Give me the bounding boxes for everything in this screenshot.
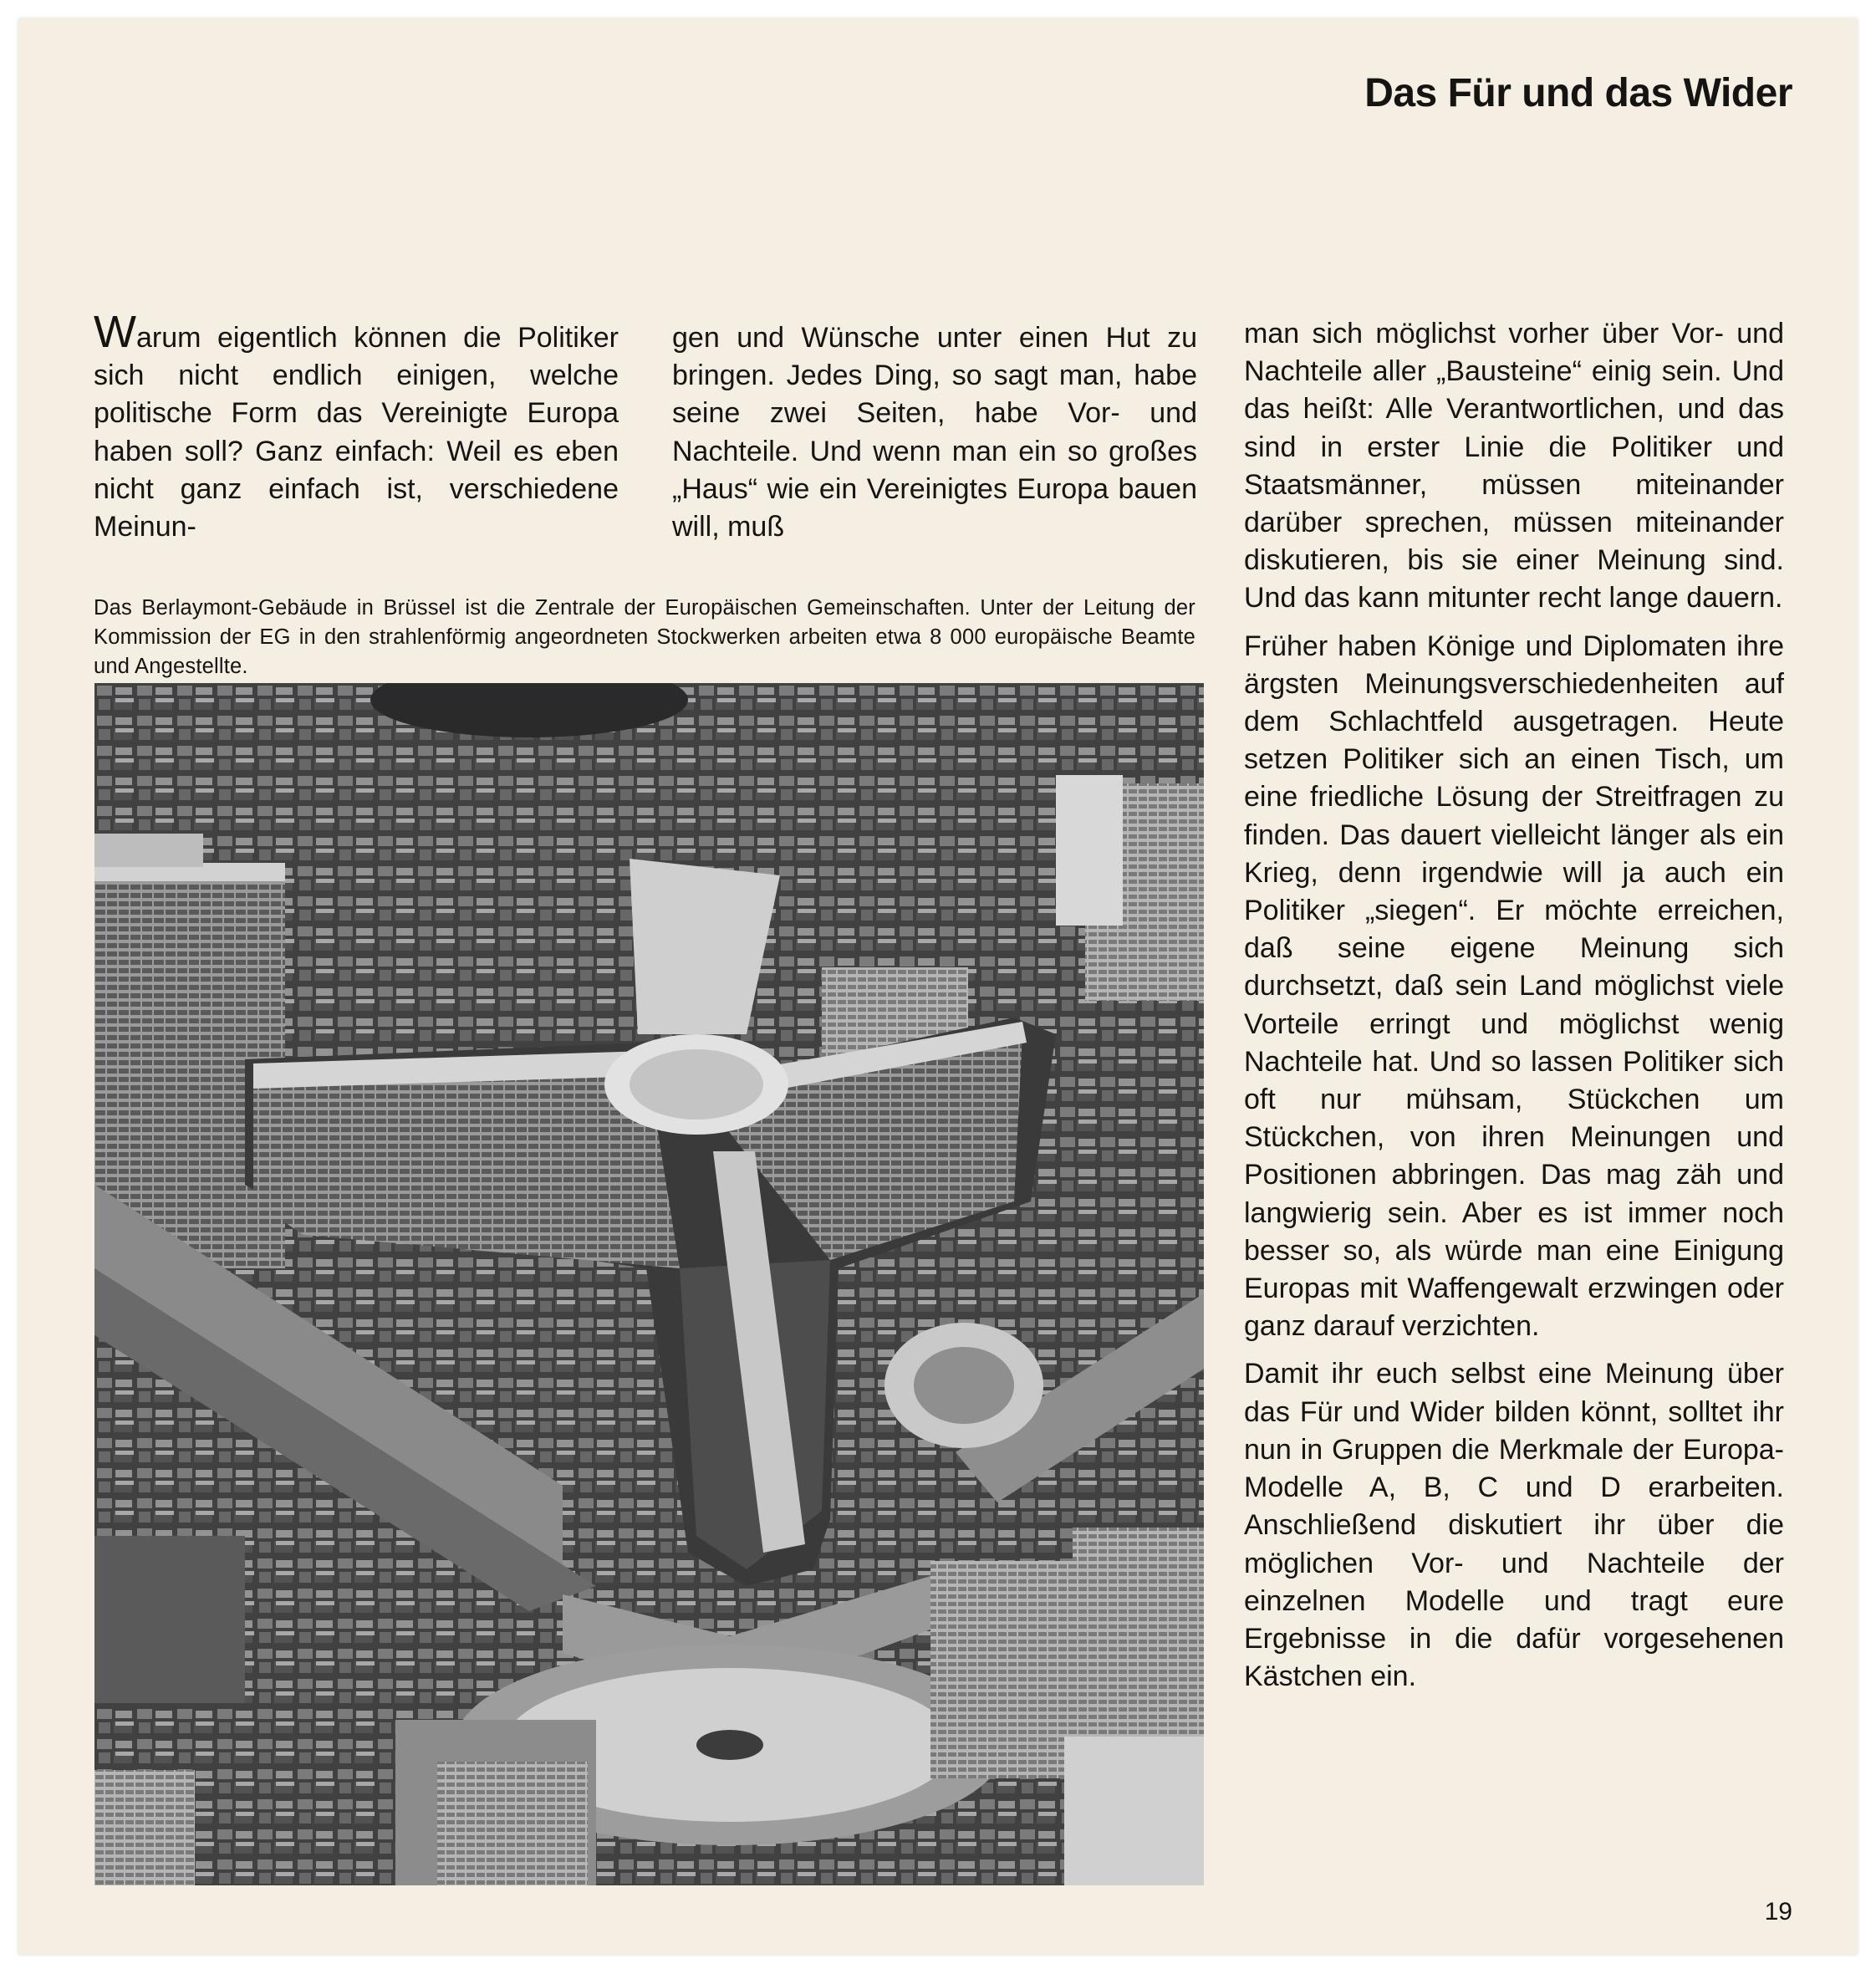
paragraph-1: man sich möglichst vorher über Vor- und Nachteile aller „Bausteine“ einig sein. Und das heißt: Alle Verantwortlichen, und das sind in erster Linie die Politiker und Staatsmänner, müssen miteinander darüber sprechen, müssen miteinander diskutieren, bis sie einer Meinung sind. Und das kann mitunter recht lange dauern. bbox=[1244, 318, 1784, 615]
paragraph-3: Damit ihr euch selbst eine Meinung über das Für und Wider bilden könnt, solltet ihr nun in Gruppen die Merkmale der Europa-Modelle A, B, C und D erarbeiten. Anschließend diskutiert ihr über die möglichen Vor- und Nachteile der einzelnen Modelle und tragt eure Ergebnisse in die dafür vorgesehenen Kästchen ein. bbox=[1244, 1358, 1784, 1693]
intro-paragraph bbox=[94, 307, 619, 546]
drop-cap: W bbox=[94, 307, 136, 357]
page-number: 19 bbox=[1764, 1898, 1792, 1926]
intro-text: arum eigentlich können die Politiker sich nicht endlich einigen, welche politische Form das Vereinigte Europa haben soll? Ganz einfach: Weil es eben nicht ganz einfach ist, verschiedene Meinun- bbox=[94, 322, 619, 543]
photo-caption: Das Berlaymont-Gebäude in Brüssel ist die Zentrale der Europäischen Gemeinschaften. Unter der Leitung der Kommission der EG in den strahlenförmig angeordneten Stockwerken arbeiten etwa 8 000 europäische Beamte und Angestellte. bbox=[94, 596, 1195, 678]
text-column-2 bbox=[672, 319, 1197, 546]
text-column-1 bbox=[94, 307, 619, 546]
berlaymont-aerial-illustration bbox=[94, 683, 1204, 1885]
continued-paragraph: gen und Wünsche unter einen Hut zu bringen. Jedes Ding, so sagt man, habe seine zwei Seiten, habe Vor- und Nachteile. Und wenn man ein so großes „Haus“ wie ein Vereinigtes Europa bauen will, muß bbox=[672, 322, 1197, 543]
paragraph-2: Früher haben Könige und Diplomaten ihre ärgsten Meinungsverschiedenheiten auf dem Schlachtfeld ausgetragen. Heute setzen Politiker sich an einen Tisch, um eine friedliche Lösung der Streitfragen zu finden. Das dauert vielleicht länger als ein Krieg, denn irgendwie will ja auch ein Politiker „siegen“. Er möchte erreichen, daß seine eigene Meinung sich durchsetzt, daß sein Land möglichst viele Vorteile erringt und möglichst wenig Nachteile hat. Und so lassen Politiker sich oft nur mühsam, Stückchen um Stückchen, von ihren Meinungen und Positionen abbringen. Das mag zäh und langwierig sein. Aber es ist immer noch besser so, als würde man eine Einigung Europas mit Waffengewalt erzwingen oder ganz darauf verzichten. bbox=[1244, 630, 1784, 1343]
book-page bbox=[18, 18, 1858, 1955]
berlaymont-aerial-photo bbox=[94, 683, 1204, 1885]
page-heading: Das Für und das Wider bbox=[1364, 71, 1792, 115]
text-column-3 bbox=[1244, 315, 1784, 1696]
